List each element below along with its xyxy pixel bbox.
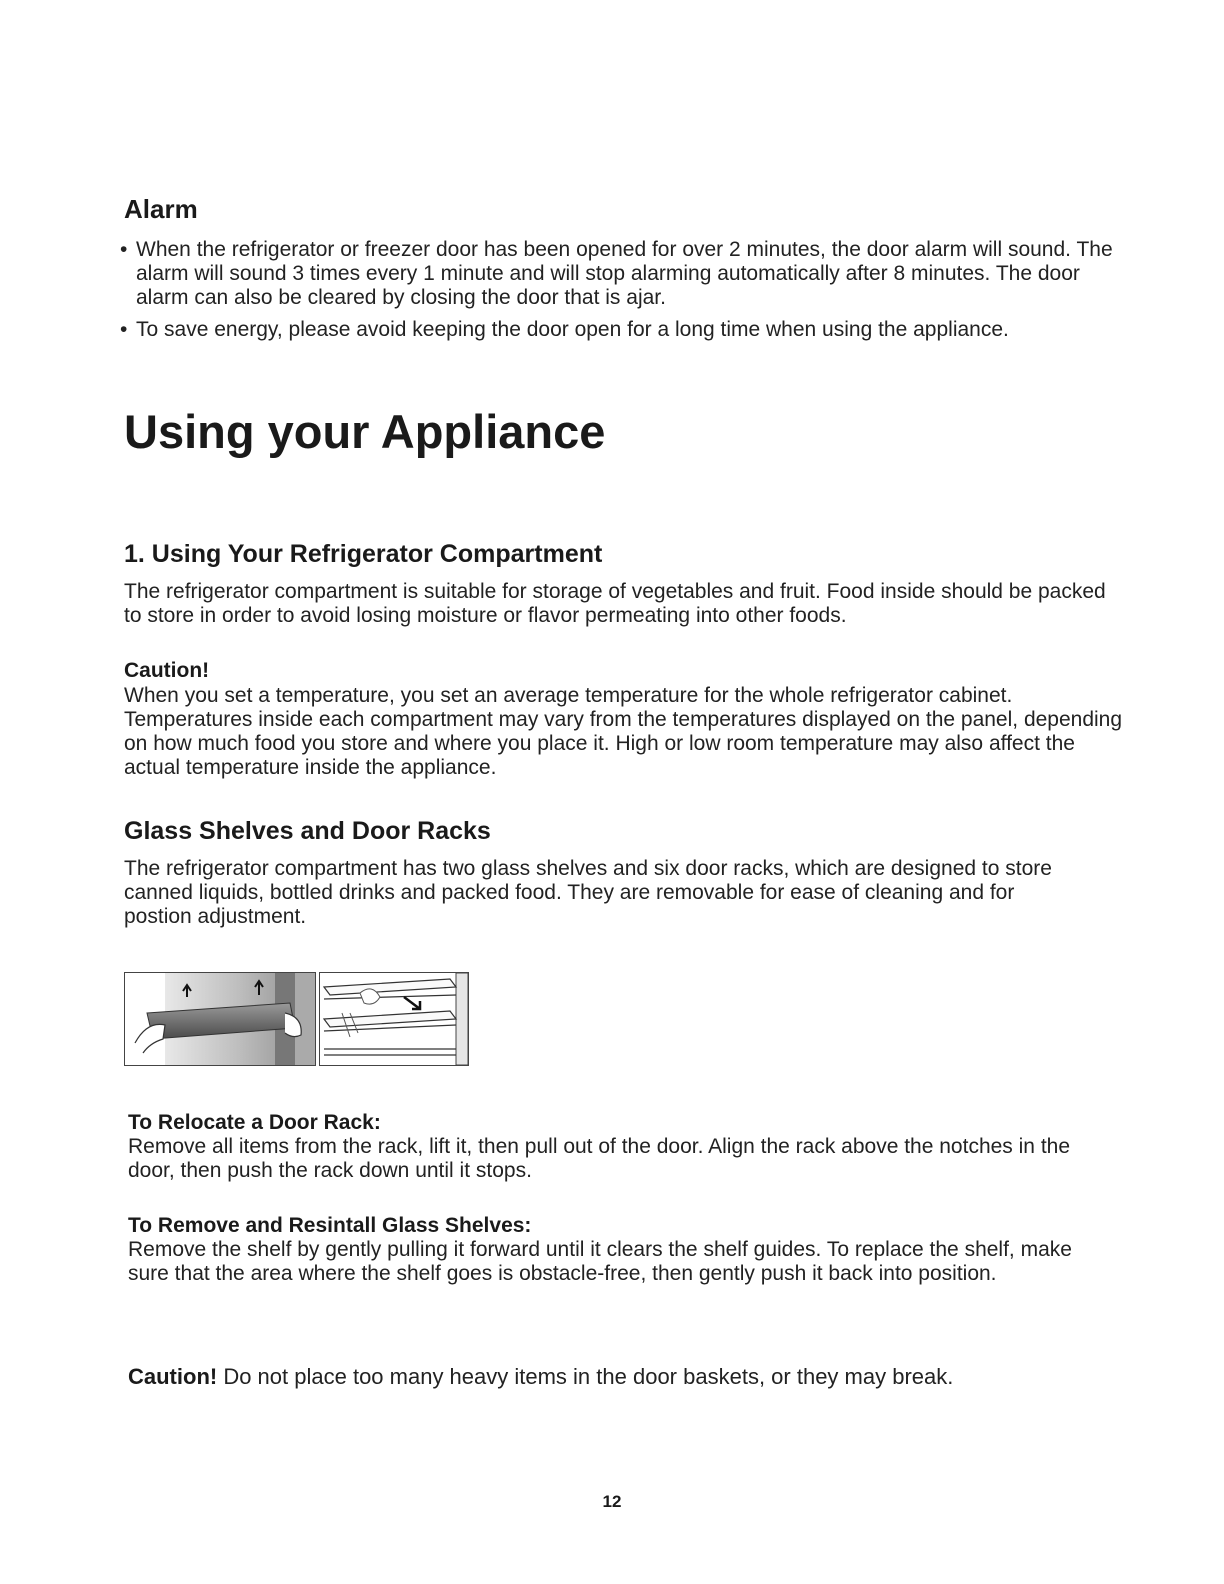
bullet-marker: •	[120, 238, 128, 261]
alarm-bullet-list	[120, 238, 1120, 350]
section-1-text: The refrigerator compartment is suitable for storage of vegetables and fruit. Food inside should be packed to store in order to avoid losing moisture or flavor permeating into other foods.	[124, 580, 1106, 627]
door-rack-illustration	[124, 972, 316, 1066]
cabinet-side-wall	[456, 973, 468, 1065]
caution-label: Caution!	[124, 659, 210, 682]
relocate-door-rack-label: To Relocate a Door Rack:	[128, 1111, 381, 1134]
left-hand-icon	[135, 1024, 165, 1053]
alarm-bullet-2	[120, 318, 1120, 342]
alarm-bullet-text: To save energy, please avoid keeping the door open for a long time when using the appliance.	[136, 318, 1009, 341]
final-caution-text: Do not place too many heavy items in the door baskets, or they may break.	[217, 1364, 954, 1389]
final-caution	[128, 1365, 1128, 1389]
alarm-bullet-text: When the refrigerator or freezer door has been opened for over 2 minutes, the door alarm will sound. The alarm will sound 3 times every 1 minute and will stop alarming automatically after 8 minutes. The door alarm can also be cleared by closing the door that is ajar.	[136, 238, 1113, 309]
alarm-heading: Alarm	[124, 194, 198, 224]
page-number: 12	[602, 1492, 622, 1511]
caution-text: When you set a temperature, you set an average temperature for the whole refrigerator cabinet. Temperatures inside each compartment may vary from the temperatures displayed on the panel, depending on how much food you store and where you place it. High or low room temperature may also affect the actual temperature inside the appliance.	[124, 684, 1123, 779]
relocate-door-rack-text: Remove all items from the rack, lift it, then pull out of the door. Align the rack above the notches in the door, then push the rack down until it stops.	[128, 1135, 1071, 1182]
glass-shelves-heading: Glass Shelves and Door Racks	[124, 817, 491, 845]
remove-glass-shelves-text: Remove the shelf by gently pulling it forward until it clears the shelf guides. To replace the shelf, make sure that the area where the shelf goes is obstacle-free, then gently push it back into position.	[128, 1238, 1072, 1285]
glass-shelves-text: The refrigerator compartment has two glass shelves and six door racks, which are designed to store canned liquids, bottled drinks and packed food. They are removable for ease of cleaning and for postion adjustment.	[124, 857, 1052, 928]
pull-arrow-icon	[404, 997, 420, 1009]
alarm-bullet-1	[120, 238, 1120, 310]
upper-shelf	[324, 979, 456, 995]
glass-shelf-illustration	[319, 972, 469, 1066]
door-rack-drawing	[125, 973, 315, 1065]
glass-shelf-drawing	[320, 973, 468, 1065]
bullet-marker: •	[120, 318, 128, 341]
page-title: Using your Appliance	[124, 405, 606, 458]
remove-glass-shelves-label: To Remove and Resintall Glass Shelves:	[128, 1214, 532, 1237]
section-1-heading: 1. Using Your Refrigerator Compartment	[124, 540, 603, 568]
final-caution-label: Caution!	[128, 1364, 218, 1389]
